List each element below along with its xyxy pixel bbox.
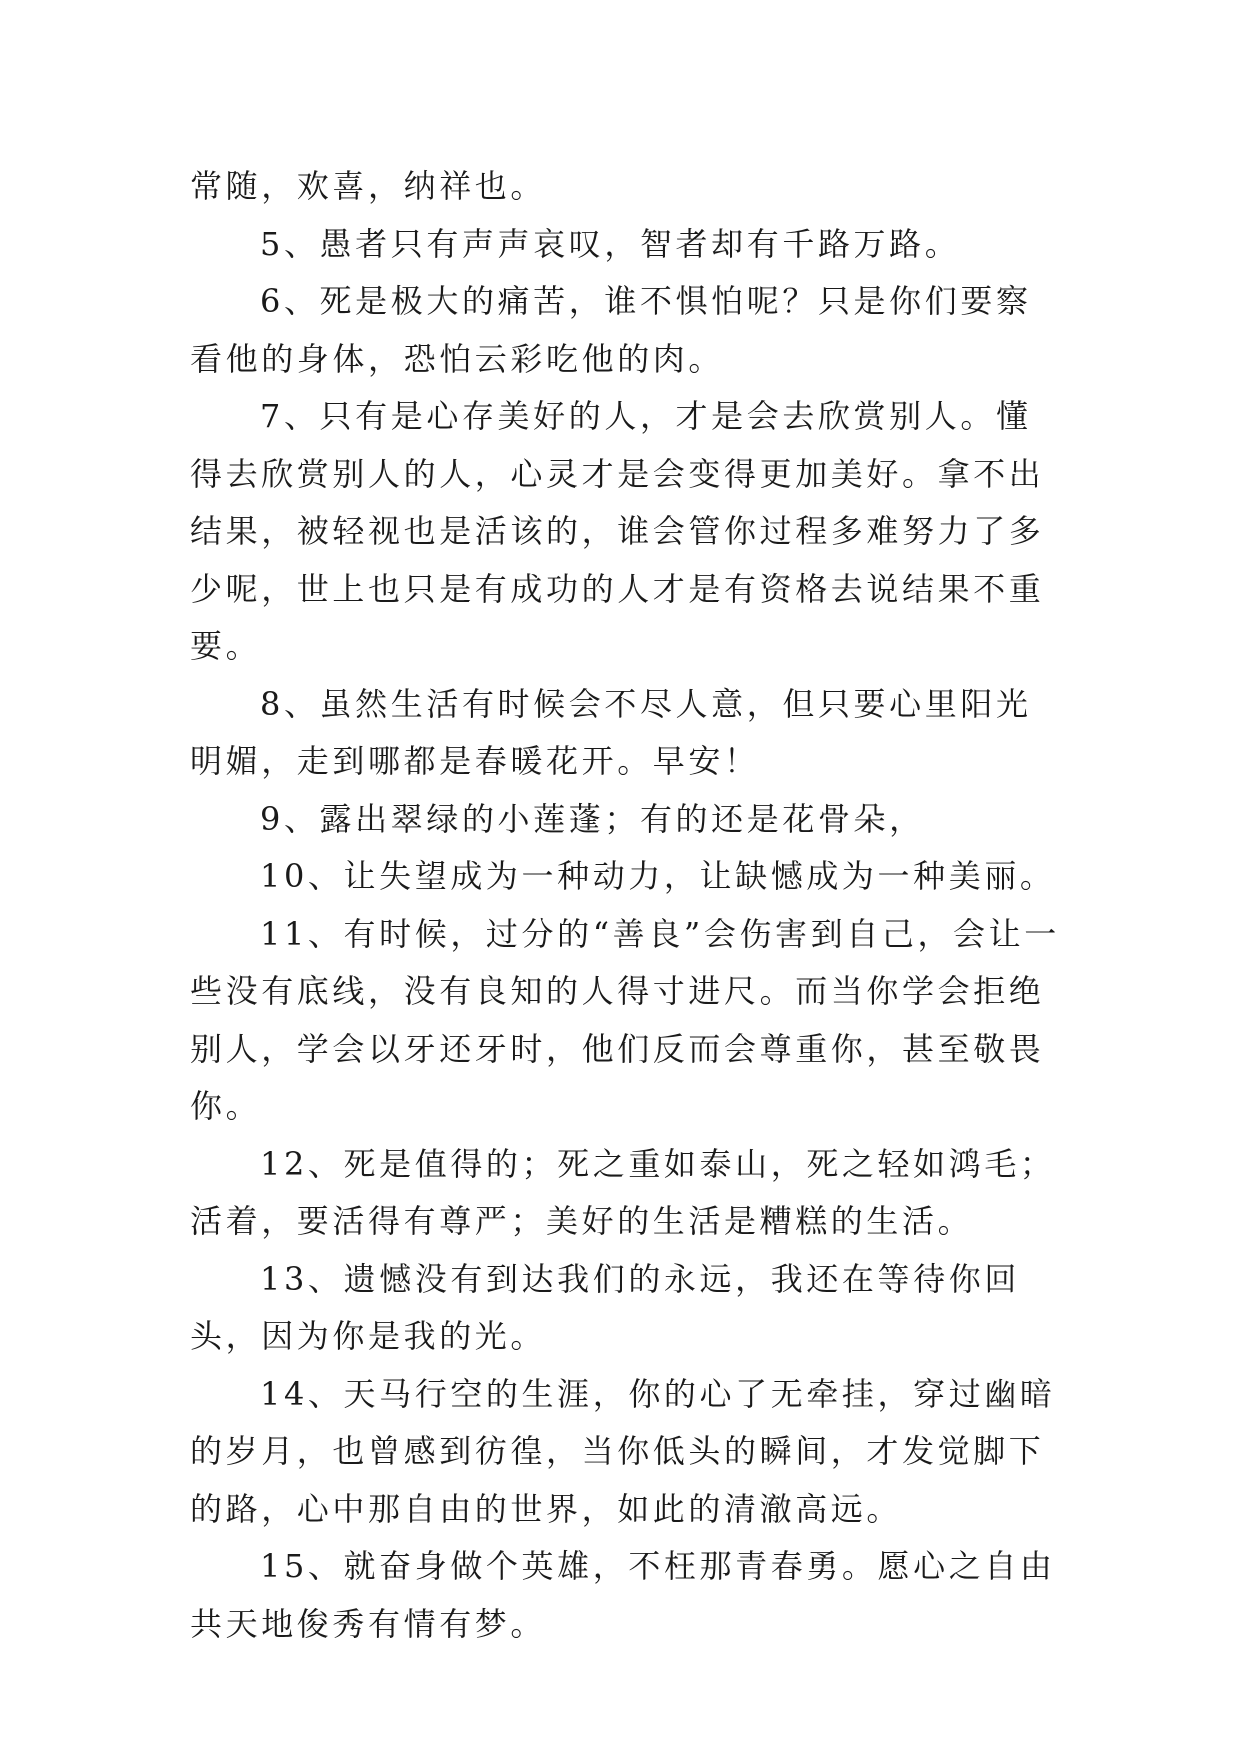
paragraph-5: 5、愚者只有声声哀叹，智者却有千路万路。 [260, 224, 961, 263]
paragraph-12: 12、死是值得的；死之重如泰山，死之轻如鸿毛；活着，要活得有尊严；美好的生活是糟糕的生活。 [190, 1144, 1056, 1240]
paragraph-0: 常随，欢喜，纳祥也。 [190, 167, 547, 205]
paragraph-6: 6、死是极大的痛苦，谁不惧怕呢？只是你们要察看他的身体，恐怕云彩吃他的肉。 [190, 282, 1032, 378]
paragraph-14: 14、天马行空的生涯，你的心了无牵挂，穿过幽暗的岁月，也曾感到彷徨，当你低头的瞬间，才发觉脚下的路，心中那自由的世界，如此的清澈高远。 [190, 1374, 1056, 1528]
paragraph-7: 7、只有是心存美好的人，才是会去欣赏别人。懂得去欣赏别人的人，心灵才是会变得更加美好。拿不出结果，被轻视也是活该的，谁会管你过程多难努力了多少呢，世上也只是有成功的人才是有资格去说结果不重要。 [190, 397, 1045, 665]
paragraph-13: 13、遗憾没有到达我们的永远，我还在等待你回头，因为你是我的光。 [190, 1259, 1020, 1355]
paragraph-11: 11、有时候，过分的“善良”会伤害到自己，会让一些没有底线，没有良知的人得寸进尺。而当你学会拒绝别人，学会以牙还牙时，他们反而会尊重你，甚至敬畏你。 [190, 914, 1060, 1125]
paragraph-9: 9、露出翠绿的小莲蓬；有的还是花骨朵， [260, 799, 925, 838]
paragraph-8: 8、虽然生活有时候会不尽人意，但只要心里阳光明媚，走到哪都是春暖花开。早安！ [190, 684, 1032, 780]
paragraph-15: 15、就奋身做个英雄，不枉那青春勇。愿心之自由共天地俊秀有情有梦。 [190, 1547, 1056, 1643]
paragraph-10: 10、让失望成为一种动力，让缺憾成为一种美丽。 [260, 857, 1056, 895]
document-body [190, 158, 1062, 1653]
